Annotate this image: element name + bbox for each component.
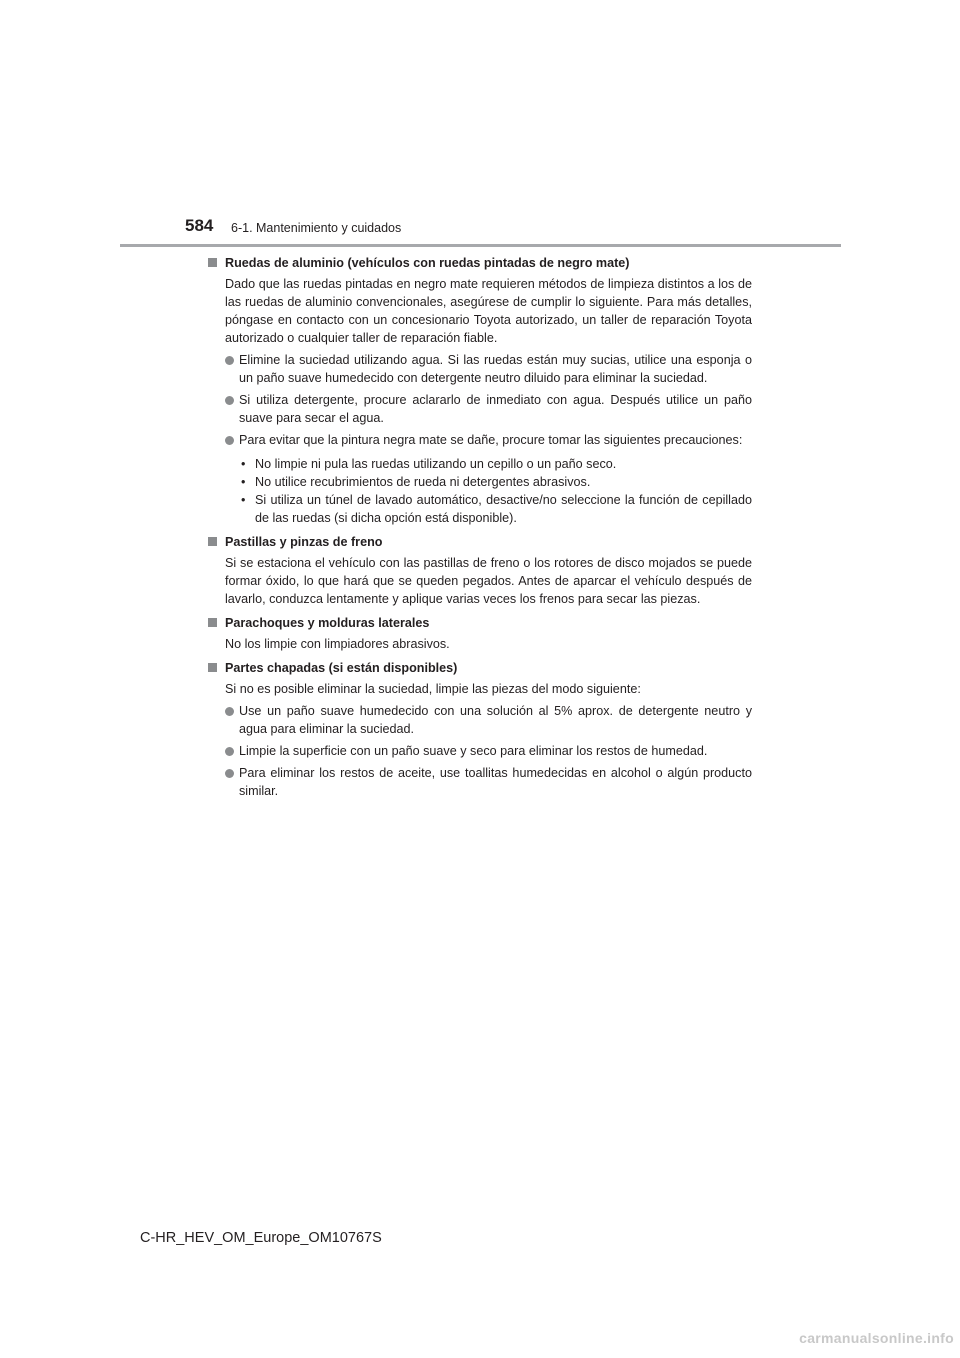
list-item xyxy=(225,351,752,387)
sub-list-item xyxy=(239,473,752,491)
circle-bullet-icon xyxy=(225,747,234,756)
watermark: carmanualsonline.info xyxy=(799,1330,954,1346)
sub-list-item-text: No utilice recubrimientos de rueda ni detergentes abrasivos. xyxy=(255,475,591,489)
square-bullet-icon xyxy=(208,663,217,672)
list-item xyxy=(225,391,752,427)
list-item-text: Limpie la superficie con un paño suave y seco para eliminar los restos de humedad. xyxy=(239,744,708,758)
section-pastillas-freno xyxy=(208,533,752,608)
section-partes-chapadas xyxy=(208,659,752,800)
section-title: 6-1. Mantenimiento y cuidados xyxy=(231,221,402,235)
section-parachoques xyxy=(208,614,752,653)
list-item xyxy=(225,742,752,760)
circle-bullet-icon xyxy=(225,356,234,365)
heading-text: Pastillas y pinzas de freno xyxy=(225,535,383,549)
section-paragraph: No los limpie con limpiadores abrasivos. xyxy=(225,637,450,651)
square-bullet-icon xyxy=(208,537,217,546)
square-bullet-icon xyxy=(208,258,217,267)
list-item-text: Si utiliza detergente, procure aclararlo de inmediato con agua. Después utilice un paño suave para secar el agua. xyxy=(239,393,752,425)
sub-bullet-marker: • xyxy=(241,475,246,489)
sub-bullet-marker: • xyxy=(241,493,246,507)
heading-text: Parachoques y molduras laterales xyxy=(225,616,430,630)
section-heading xyxy=(208,659,752,677)
section-heading xyxy=(208,614,752,632)
list-item-text: Elimine la suciedad utilizando agua. Si las ruedas están muy sucias, utilice una esponja o un paño suave humedecido con detergente neutro diluido para eliminar la suciedad. xyxy=(239,353,752,385)
circle-bullet-icon xyxy=(225,436,234,445)
list-item xyxy=(225,702,752,738)
sub-bullet-marker: • xyxy=(241,457,246,471)
header-rule xyxy=(120,244,841,247)
heading-text: Partes chapadas (si están disponibles) xyxy=(225,661,458,675)
page-number: 584 xyxy=(185,216,214,235)
section-paragraph: Si no es posible eliminar la suciedad, limpie las piezas del modo siguiente: xyxy=(225,682,641,696)
square-bullet-icon xyxy=(208,618,217,627)
circle-bullet-icon xyxy=(225,707,234,716)
section-paragraph: Si se estaciona el vehículo con las pastillas de freno o los rotores de disco mojados se puede formar óxido, lo que hará que se queden pegados. Antes de aparcar el vehículo después de lavarlo, conduzca lentamente y aplique varias veces los frenos para secar las piezas. xyxy=(225,556,752,606)
section-ruedas-aluminio xyxy=(208,254,752,527)
page-content xyxy=(208,254,752,806)
circle-bullet-icon xyxy=(225,769,234,778)
heading-text: Ruedas de aluminio (vehículos con ruedas pintadas de negro mate) xyxy=(225,256,630,270)
section-heading xyxy=(208,533,752,551)
list-item-text: Use un paño suave humedecido con una solución al 5% aprox. de detergente neutro y agua para eliminar la suciedad. xyxy=(239,704,752,736)
section-heading xyxy=(208,254,752,272)
list-item-text: Para eliminar los restos de aceite, use toallitas humedecidas en alcohol o algún producto similar. xyxy=(239,766,752,798)
sub-list-item-text: No limpie ni pula las ruedas utilizando un cepillo o un paño seco. xyxy=(255,457,617,471)
sub-list-item xyxy=(239,455,752,473)
section-paragraph: Dado que las ruedas pintadas en negro mate requieren métodos de limpieza distintos a los de las ruedas de aluminio convencionales, asegúrese de cumplir lo siguiente. Para más detalles, póngase en contacto con un concesionario Toyota autorizado, un taller de reparación Toyota autorizado o cualquier taller de reparación fiable. xyxy=(225,277,752,345)
circle-bullet-icon xyxy=(225,396,234,405)
sub-list-item-text: Si utiliza un túnel de lavado automático, desactive/no seleccione la función de cepillado de las ruedas (si dicha opción está disponible). xyxy=(255,493,752,525)
list-item xyxy=(225,764,752,800)
sub-list xyxy=(239,455,752,527)
list-item xyxy=(225,431,752,449)
list-item-text: Para evitar que la pintura negra mate se dañe, procure tomar las siguientes precauciones: xyxy=(239,433,743,447)
footer-doc-id: C-HR_HEV_OM_Europe_OM10767S xyxy=(140,1230,382,1246)
sub-list-item xyxy=(239,491,752,527)
